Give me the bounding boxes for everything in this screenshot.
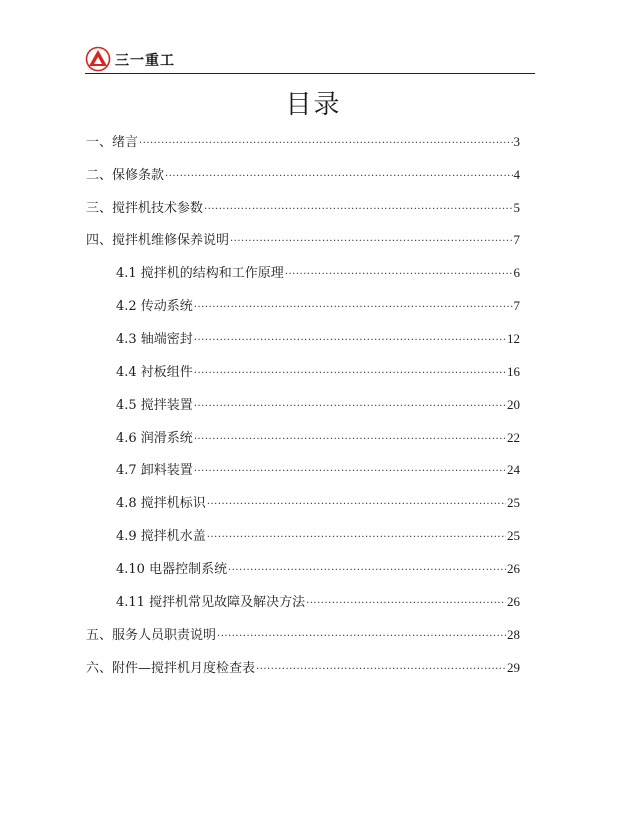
toc-page-number: 26	[507, 561, 520, 576]
toc-entry[interactable]	[86, 199, 520, 217]
toc-dot-leader	[139, 135, 512, 153]
toc-entry-label: 4.3 轴端密封	[116, 332, 193, 347]
toc-entry[interactable]	[116, 429, 520, 447]
sany-logo-icon	[85, 46, 111, 72]
toc-entry[interactable]	[116, 560, 520, 578]
toc-entry[interactable]	[116, 330, 520, 348]
toc-page-number: 12	[507, 331, 520, 346]
toc-page-number: 7	[513, 298, 520, 313]
page-header	[85, 44, 535, 74]
toc-dot-leader	[194, 299, 513, 317]
toc-entry[interactable]	[116, 396, 520, 414]
toc-entry-label: 三、搅拌机技术参数	[86, 201, 204, 216]
toc-entry-label: 二、保修条款	[86, 168, 165, 183]
toc-entry[interactable]	[86, 231, 520, 249]
toc-entry-label: 4.5 搅拌装置	[116, 398, 193, 413]
toc-entry-label: 4.9 搅拌机水盖	[116, 529, 206, 544]
toc-entry[interactable]	[116, 494, 520, 512]
toc-entry[interactable]	[116, 527, 520, 545]
toc-entry-label: 4.1 搅拌机的结构和工作原理	[116, 266, 284, 281]
toc-page-number: 6	[513, 265, 520, 280]
toc-page-number: 20	[507, 397, 520, 412]
company-name: 三一重工	[115, 53, 175, 69]
toc-entry-label: 六、附件—搅拌机月度检查表	[86, 661, 256, 676]
toc-dot-leader	[165, 168, 512, 186]
toc-page-number: 7	[513, 232, 520, 247]
toc-page-number: 26	[507, 594, 520, 609]
toc-dot-leader	[228, 562, 506, 580]
toc-page-number: 4	[513, 167, 520, 182]
toc-entry[interactable]	[116, 363, 520, 381]
toc-entry-label: 四、搅拌机维修保养说明	[86, 233, 230, 248]
toc-page-number: 25	[507, 495, 520, 510]
toc-page-number: 3	[513, 134, 520, 149]
toc-page-number: 5	[513, 200, 520, 215]
toc-entry-label: 4.7 卸料装置	[116, 463, 193, 478]
toc-entry-label: 一、绪言	[86, 135, 139, 150]
toc-entry-label: 4.2 传动系统	[116, 299, 193, 314]
page-title: 目录	[285, 90, 342, 120]
toc-dot-leader	[256, 661, 506, 679]
toc-dot-leader	[306, 595, 506, 613]
toc-entry[interactable]	[116, 461, 520, 479]
toc-dot-leader	[194, 398, 506, 416]
toc-dot-leader	[207, 496, 506, 514]
toc-entry-label: 4.4 衬板组件	[116, 365, 193, 380]
toc-dot-leader	[230, 233, 512, 251]
toc-entry[interactable]	[116, 297, 520, 315]
toc-entry[interactable]	[116, 264, 520, 282]
toc-dot-leader	[207, 529, 506, 547]
toc-page-number: 28	[507, 627, 520, 642]
toc-entry-label: 4.6 润滑系统	[116, 431, 193, 446]
toc-dot-leader	[285, 266, 513, 284]
toc-entry-label: 五、服务人员职责说明	[86, 628, 217, 643]
toc-page-number: 22	[507, 430, 520, 445]
toc-dot-leader	[194, 431, 506, 449]
toc-page-number: 24	[507, 462, 520, 477]
toc-dot-leader	[194, 463, 506, 481]
header-divider	[85, 73, 535, 74]
toc-dot-leader	[217, 628, 506, 646]
toc-entry[interactable]	[116, 593, 520, 611]
toc-dot-leader	[194, 365, 506, 383]
toc-page-number: 16	[507, 364, 520, 379]
toc-entry-label: 4.11 搅拌机常见故障及解决方法	[116, 595, 306, 610]
toc-entry[interactable]	[86, 659, 520, 677]
toc-entry[interactable]	[86, 166, 520, 184]
toc-entry-label: 4.10 电器控制系统	[116, 562, 228, 577]
toc-entry[interactable]	[86, 626, 520, 644]
toc-page-number: 25	[507, 528, 520, 543]
toc-entry[interactable]	[86, 133, 520, 151]
toc-page-number: 29	[507, 660, 520, 675]
toc-entry-label: 4.8 搅拌机标识	[116, 496, 206, 511]
toc-dot-leader	[194, 332, 506, 350]
toc-dot-leader	[204, 201, 512, 219]
